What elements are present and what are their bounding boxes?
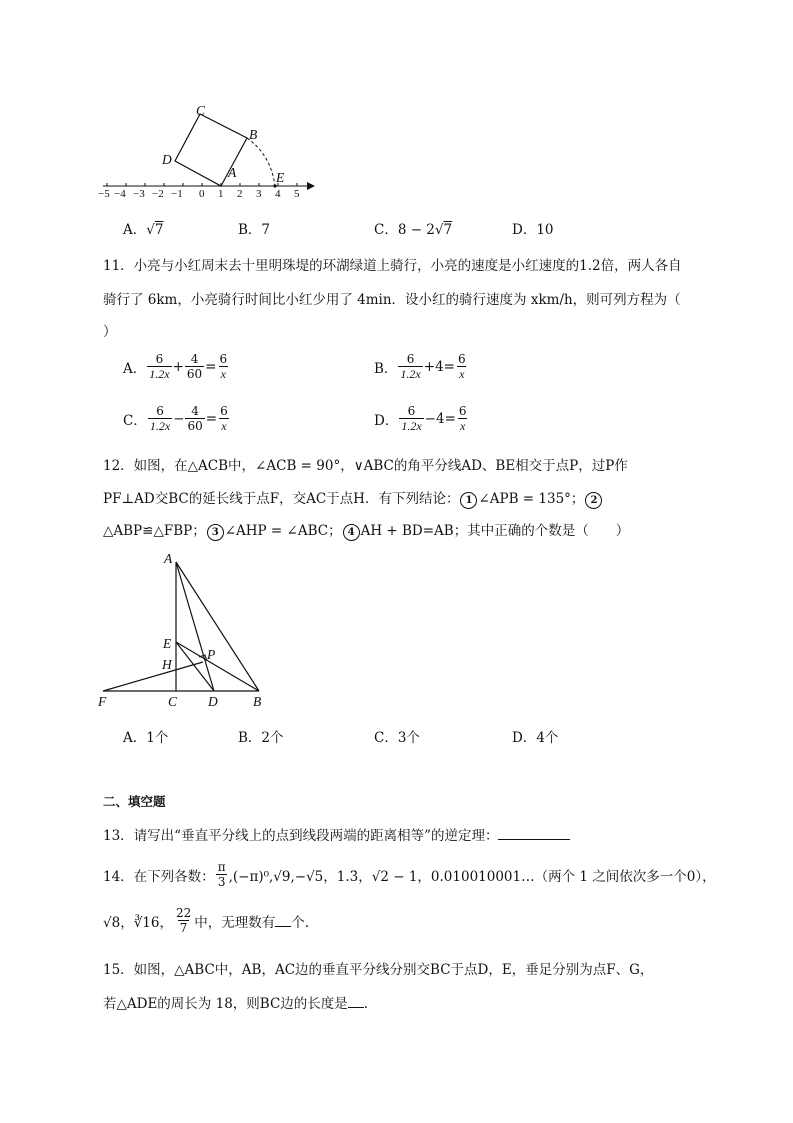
- segment-ab: [176, 562, 259, 691]
- fraction: $\frac{6}{1.2x}$: [401, 404, 422, 433]
- circled-number: 2: [585, 492, 602, 509]
- q12-label-A: A: [164, 551, 173, 566]
- fraction: $\frac{\pi}{3}$: [217, 860, 226, 889]
- q11-line-1: 11．小亮与小红周末去十里明珠堤的环湖绿道上骑行，小亮的速度是小红速度的1.2倍，两人各自: [103, 258, 682, 274]
- circled-number: 1: [460, 492, 477, 509]
- q11-line-2: 骑行了 6km，小亮骑行时间比小红少用了 4min．设小红的骑行速度为 xkm/h，则可列方程为（: [103, 292, 681, 308]
- q12-line-1: 12．如图，在△ACB中，∠ACB = 90°，∨ABC的角平分线AD、BE相交于点P，过P作: [103, 458, 628, 474]
- q12-line-3: △ABP≌△FBP； 3 ∠AHP = ∠ABC； 4 AH + BD=AB；其中正确的个数是（ ）: [103, 523, 630, 539]
- circled-number: 3: [207, 524, 224, 541]
- q12-label-P: P: [207, 647, 216, 662]
- tick: 0: [199, 188, 205, 200]
- tick: −5: [98, 188, 110, 200]
- number-line-arrow: [307, 182, 315, 190]
- q10-label-E: E: [276, 170, 285, 185]
- q10-label-B: B: [249, 127, 258, 142]
- fraction: $\frac{6}{1.2x}$: [149, 352, 170, 381]
- q10-option-d[interactable]: D．10: [512, 222, 554, 238]
- q10-label-D: D: [162, 152, 172, 167]
- q12-label-B: B: [253, 694, 262, 709]
- tick: 2: [237, 188, 243, 200]
- q14-line-1: 14．在下列各数： $\frac{\pi}{3}$ ,(−π)⁰,√9,−√5，1.3̇，√2 − 1，0.010010001…（两个 1 之间依次多一个0），: [103, 860, 716, 889]
- q12-label-D: D: [208, 694, 218, 709]
- q12-label-E: E: [163, 636, 172, 651]
- section-heading: 二、填空题: [103, 794, 166, 809]
- fraction: $\frac{6}{x}$: [219, 352, 228, 381]
- fraction: $\frac{4}{60}$: [186, 352, 203, 381]
- answer-blank[interactable]: [498, 827, 570, 840]
- q12-label-F: F: [98, 694, 107, 709]
- tick: 5: [294, 188, 300, 200]
- q12-line-2: PF⊥AD交BC的延长线于点F，交AC于点H．有下列结论： 1 ∠APB = 135°； 2: [103, 487, 603, 509]
- q12-label-H: H: [162, 657, 172, 672]
- q11-option-c[interactable]: C． $\frac{6}{1.2x}$ − $\frac{4}{60}$ = $\frac{6}{x}$: [123, 404, 228, 433]
- q10-label-A: A: [228, 165, 237, 180]
- tick: 1: [218, 188, 224, 200]
- answer-blank[interactable]: [275, 914, 291, 927]
- dashed-arc: [247, 138, 275, 186]
- fraction: $\frac{4}{60}$: [187, 404, 203, 433]
- q11-line-3: ）: [103, 324, 117, 340]
- q12-option-b[interactable]: B．2个: [238, 730, 284, 746]
- q15-line-1: 15．如图，△ABC中，AB，AC边的垂直平分线分别交BC于点D，E，垂足分别为点F、G，: [103, 962, 654, 978]
- tick: −3: [133, 188, 145, 200]
- fraction: $\frac{6}{1.2x}$: [400, 352, 421, 381]
- q12-option-c[interactable]: C．3个: [374, 730, 420, 746]
- q12-label-C: C: [168, 694, 178, 709]
- fraction: $\frac{6}{x}$: [458, 404, 467, 433]
- q10-figure: [95, 100, 325, 205]
- tick: −2: [152, 188, 164, 200]
- q13-line: 13．请写出“垂直平分线上的点到线段两端的距离相等”的逆定理：: [103, 824, 570, 844]
- q14-line-2: √8，∛16， $\frac{22}{7}$ 中，无理数有 个.: [103, 906, 310, 935]
- q10-option-b[interactable]: B．7: [238, 222, 271, 238]
- tick: 3: [256, 188, 262, 200]
- q12-figure: [95, 550, 275, 710]
- q11-option-b[interactable]: B． $\frac{6}{1.2x}$ + 4 = $\frac{6}{x}$: [374, 352, 466, 381]
- tick: 4: [275, 188, 281, 200]
- tick: −4: [114, 188, 126, 200]
- q11-option-a[interactable]: A． $\frac{6}{1.2x}$ + $\frac{4}{60}$ = $\frac{6}{x}$: [123, 352, 228, 381]
- q11-option-d[interactable]: D． $\frac{6}{1.2x}$ − 4 = $\frac{6}{x}$: [374, 404, 467, 433]
- fraction: $\frac{6}{1.2x}$: [149, 404, 171, 433]
- answer-blank[interactable]: [348, 995, 364, 1008]
- q15-line-2: 若△ADE的周长为 18，则BC边的长度是 .: [103, 996, 369, 1012]
- fraction: $\frac{6}{x}$: [457, 352, 466, 381]
- q10-label-C: C: [196, 103, 206, 118]
- circled-number: 4: [343, 524, 360, 541]
- fraction: $\frac{22}{7}$: [175, 906, 192, 935]
- segment-ad: [176, 562, 214, 691]
- segment-fp: [103, 662, 203, 691]
- q12-option-a[interactable]: A．1个: [123, 730, 169, 746]
- q10-option-c[interactable]: C．8 − 2√7: [374, 222, 453, 238]
- q12-option-d[interactable]: D．4个: [512, 730, 559, 746]
- q10-option-a[interactable]: A．√7: [123, 222, 164, 238]
- tick: −1: [171, 188, 183, 200]
- fraction: $\frac{6}{x}$: [220, 404, 228, 433]
